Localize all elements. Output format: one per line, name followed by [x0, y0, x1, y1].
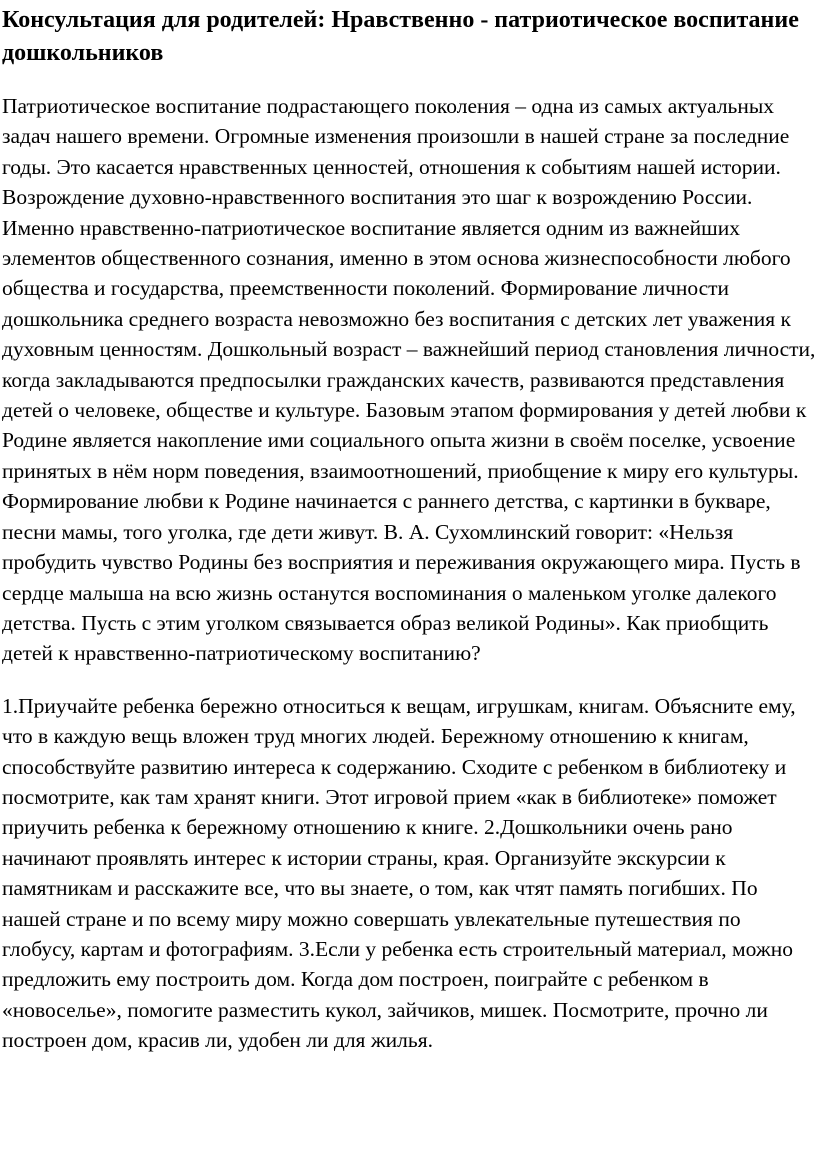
paragraph-recommendations: 1.Приучайте ребенка бережно относиться к вещам, игрушкам, книгам. Объясните ему, что в каждую вещь вложен труд многих людей. Бережному отношению к книгам, способствуйте развитию интереса к содержанию. Сходите с ребенком в библиотеку и посмотрите, как там хранят книги. Этот игровой прием «как в библиотеке» поможет приучить ребенка к бережному отношению к книге. 2.Дошкольники очень рано начинают проявлять интерес к истории страны, края. Организуйте экскурсии к памятникам и расскажите все, что вы знаете, о том, как чтят память погибших. По нашей стране и по всему миру можно совершать увлекательные путешествия по глобусу, картам и фотографиям. 3.Если у ребенка есть строительный материал, можно предложить ему построить дом. Когда дом построен, поиграйте с ребенком в «новоселье», помогите разместить кукол, зайчиков, мишек. Посмотрите, прочно ли построен дом, красив ли, удобен ли для жилья.: [2, 693, 796, 1053]
paragraph-introduction: Патриотическое воспитание подрастающего поколения – одна из самых актуальных задач нашего времени. Огромные изменения произошли в нашей стране за последние годы. Это касается нравственных ценностей, отношения к событиям нашей истории. Возрождение духовно-нравственного воспитания это шаг к возрождению России. Именно нравственно-патриотическое воспитание является одним из важнейших элементов общественного сознания, именно в этом основа жизнеспособности любого общества и государства, преемственности поколений. Формирование личности дошкольника среднего возраста невозможно без воспитания с детских лет уважения к духовным ценностям. Дошкольный возраст – важнейший период становления личности, когда закладываются предпосылки гражданских качеств, развиваются представления детей о человеке, обществе и культуре. Базовым этапом формирования у детей любви к Родине является накопление ими социального опыта жизни в своём поселке, усвоение принятых в нём норм поведения, взаимоотношений, приобщение к миру его культуры. Формирование любви к Родине начинается с раннего детства, с картинки в букваре, песни мамы, того уголка, где дети живут. В. А. Сухомлинский говорит: «Нельзя пробудить чувство Родины без восприятия и переживания окружающего мира. Пусть в сердце малыша на всю жизнь останутся воспоминания о маленьком уголке далекого детства. Пусть с этим уголком связывается образ великой Родины». Как приобщить детей к нравственно-патриотическому воспитанию?: [2, 94, 816, 666]
document-title: Консультация для родителей: Нравственно - патриотическое воспитание дошкольников: [2, 7, 799, 66]
